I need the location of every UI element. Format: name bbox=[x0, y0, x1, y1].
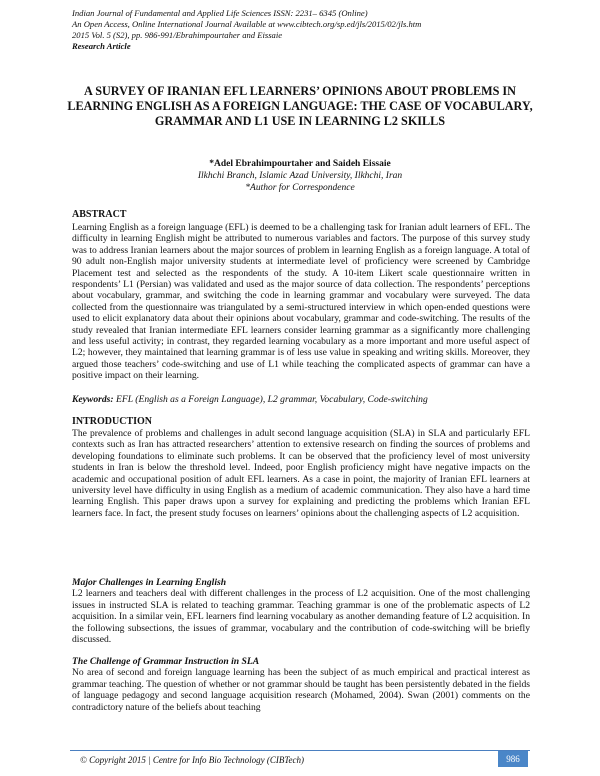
journal-line-1: Indian Journal of Fundamental and Applied Life Sciences ISSN: 2231– 6345 (Online) bbox=[72, 8, 368, 18]
abstract-heading: ABSTRACT bbox=[72, 209, 127, 220]
major-challenges-heading: Major Challenges in Learning English bbox=[72, 577, 227, 588]
journal-header bbox=[72, 8, 532, 52]
author-affiliation: Ilkhchi Branch, Islamic Azad University, Ilkhchi, Iran bbox=[197, 171, 403, 181]
abstract-text: Learning English as a foreign language (EFL) is deemed to be a challenging task for Iranian adult learners of EFL. The difficulty in learning English might be attributed to numerous variables and factors. The purpose of this survey study was to address Iranian learners about the major sources of problem in learning English as a foreign language. A total of 90 adult non-English major university students at intermediate level of proficiency were screened by Cambridge Placement test and selected as the respondents of the study. A 10-item Likert scale questionnaire written in respondents’ L1 (Persian) was validated and used as the major source of data collection. The respondents’ perceptions about vocabulary, grammar, and switching the code in learning grammar and vocabulary were surveyed. The data collected from the questionnaire was triangulated by a semi-structured interview in which open-ended questions were used to elicit explanatory data about their opinions about vocabulary, grammar and code-switching. The results of the study revealed that Iranian intermediate EFL learners consider learning grammar as a significantly more challenging and less useful activity; in contrast, they regarded learning vocabulary as a more important and more useful aspect of L2; however, they maintained that learning grammar is of less use value in speaking and writing skills. Moreover, they argued those teachers’ code-switching and use of L1 while teaching the complicated aspects of grammar can have a positive impact on their learning. bbox=[72, 222, 530, 382]
author-names: *Adel Ebrahimpourtaher and Saideh Eissaie bbox=[209, 159, 391, 169]
footer-divider bbox=[70, 750, 530, 751]
journal-line-3: 2015 Vol. 5 (S2), pp. 986-991/Ebrahimpourtaher and Eissaie bbox=[72, 30, 283, 40]
grammar-challenge-heading: The Challenge of Grammar Instruction in SLA bbox=[72, 656, 260, 667]
author-correspondence: *Author for Correspondence bbox=[245, 183, 355, 193]
introduction-heading: INTRODUCTION bbox=[72, 416, 153, 427]
footer-copyright: © Copyright 2015 | Centre for Info Bio Technology (CIBTech) bbox=[80, 755, 305, 765]
keywords-line bbox=[72, 394, 530, 405]
keywords-label: Keywords: bbox=[72, 394, 114, 405]
page-number-badge: 986 bbox=[498, 751, 528, 767]
author-block bbox=[60, 158, 540, 194]
keywords-text: EFL (English as a Foreign Language), L2 grammar, Vocabulary, Code-switching bbox=[115, 394, 428, 405]
major-challenges-section bbox=[72, 577, 530, 645]
introduction-text: The prevalence of problems and challenges in adult second language acquisition (SLA) in SLA and particularly EFL contexts such as Iran has attracted researchers’ attention to extensive research on finding the sources of problems and developing foundations to eliminate such problems. It can be observed that the proficiency level of most university students in Iran is below the threshold level. Indeed, poor English proficiency might have negative impacts on the academic and occupational position of adult EFL learners. As a case in point, the majority of Iranian EFL learners at university level have difficulty in using English as a medium of academic communication. They also have a hard time learning English. This paper draws upon a survey for explaining and predicting the problems which Iranian EFL learners face. In fact, the present study focuses on learners’ opinions about the challenging aspects of L2 acquisition. bbox=[72, 428, 530, 519]
major-challenges-text: L2 learners and teachers deal with different challenges in the process of L2 acquisition. One of the most challenging issues in instructed SLA is related to teaching grammar. Teaching grammar is one of the problematic aspects of L2 acquisition. In a similar vein, EFL learners find learning vocabulary as another demanding feature of L2 acquisition. In the following subsections, the issues of grammar, vocabulary and the contribution of code-switching will be briefly discussed. bbox=[72, 588, 530, 646]
paper-title: A SURVEY OF IRANIAN EFL LEARNERS’ OPINIONS ABOUT PROBLEMS IN LEARNING ENGLISH AS A FOREIGN LANGUAGE: THE CASE OF VOCABULARY, GRAMMAR AND L1 USE IN LEARNING L2 SKILLS bbox=[67, 84, 533, 128]
grammar-challenge-section bbox=[72, 656, 530, 713]
journal-line-2: An Open Access, Online International Journal Available at www.cibtech.org/sp.ed/jls/2015/02/jls.htm bbox=[72, 19, 422, 29]
grammar-challenge-text: No area of second and foreign language learning has been the subject of as much empirical and practical interest as grammar teaching. The question of whether or not grammar should be taught has been persistently debated in the fields of language pedagogy and second language acquisition research (Mohamed, 2004). Swan (2001) comments on the contradictory nature of the beliefs about teaching bbox=[72, 667, 530, 713]
article-type-label: Research Article bbox=[72, 41, 131, 51]
